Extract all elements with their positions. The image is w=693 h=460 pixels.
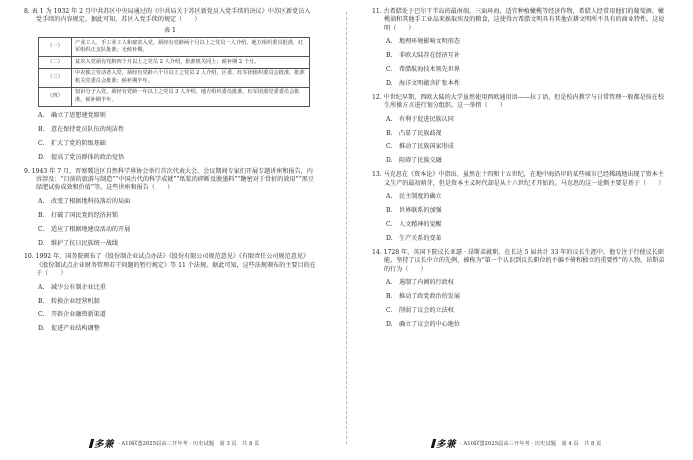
table-row <box>39 87 310 106</box>
option-list <box>386 38 668 88</box>
option-list <box>386 279 668 329</box>
footer-text: · A10联盟2025届高三开年考 · 历史试题 第 4 页 共 8 页 <box>460 440 602 447</box>
option-c[interactable]: C. 适应了根据地建设活动的开展 <box>38 225 131 233</box>
question-number: 8. <box>24 8 30 15</box>
option-a[interactable]: A. 有利于促进民族认同 <box>386 115 454 123</box>
option-b[interactable]: B. 推动了政党政治的发展 <box>386 292 460 300</box>
option-b[interactable]: B. 打破了国民党的经济封锁 <box>38 211 119 219</box>
option-b[interactable]: B. 凸显了民族歧视 <box>386 129 442 137</box>
option-a[interactable]: A. 确立了思想建党原则 <box>38 111 106 119</box>
option-c[interactable]: C. 扩大了党的阶级基础 <box>38 139 106 147</box>
question-11 <box>372 8 668 88</box>
question-number: 10. <box>24 253 34 261</box>
option-d[interactable]: D. 确立了议会的中心地位 <box>386 320 460 328</box>
option-d[interactable]: D. 维护了抗日民族统一战线 <box>38 239 119 247</box>
table-row <box>39 38 310 57</box>
option-list <box>386 116 668 166</box>
row-label: （一） <box>39 38 72 57</box>
publisher-logo: 多兼 <box>432 438 456 451</box>
option-list <box>38 284 316 334</box>
question-8 <box>24 8 316 162</box>
row-text: 中农独立劳动者入党，须经有党龄六个月以上之党员 2 人介绍，区委、红军团组织委员会批准，批准机关党委员会批准；候补期半年。 <box>72 68 310 87</box>
option-a[interactable]: A. 地理环境影响文明形态 <box>386 38 460 46</box>
option-c[interactable]: C. 推动了民族国家形成 <box>386 143 454 151</box>
question-9 <box>24 168 316 248</box>
option-c[interactable]: C. 希腊航海技术领先世界 <box>386 66 460 74</box>
row-label: （四） <box>39 87 72 106</box>
option-d[interactable]: D. 提高了党员群体的政治觉悟 <box>38 153 125 161</box>
right-page <box>372 8 668 335</box>
row-text: 贫农入党须有党龄四个月以上之党员 2 人介绍，批准机关同上；候补期 2 个月。 <box>72 57 310 69</box>
page-footer-left <box>90 438 259 451</box>
option-d[interactable]: D. 海洋文明蕴含扩张本性 <box>386 79 460 87</box>
question-10 <box>24 253 316 333</box>
option-list <box>38 112 316 162</box>
question-13 <box>372 171 668 243</box>
table-row <box>39 68 310 87</box>
option-c[interactable]: C. 削弱了议会的立法权 <box>386 306 454 314</box>
table-row <box>39 57 310 69</box>
option-d[interactable]: D. 阻碍了民族交融 <box>386 157 442 165</box>
option-a[interactable]: A. 遏制了内阁的行政权 <box>386 278 454 286</box>
table-caption: 表 1 <box>164 26 176 34</box>
option-c[interactable]: C. 人文精神的觉醒 <box>386 220 442 228</box>
option-b[interactable]: B. 转换企业经营机制 <box>38 297 100 305</box>
option-b[interactable]: B. 世界联系的加强 <box>386 207 442 214</box>
option-list <box>386 193 668 243</box>
question-12 <box>372 94 668 166</box>
question-stem: 古希腊处于巴尔干半岛的最南端，三面环海，适宜种植橄榄等经济作物，希腊人经常用他们的葡萄酒、橄榄油和其他手工业品来换取埃及的粮食，这使得古希腊文明具有其他农耕文明所不具有的商业特性。这说明（ ） <box>383 8 665 32</box>
data-table <box>38 37 310 107</box>
question-stem: 马克思在《资本论》中指出，虽然在十四和十五世纪，在地中海沿岸的某些城市已经稀疏地出现了资本主义生产的最初萌芽，但是资本主义时代却是从十六世纪才开始的。马克思的这一论断主要是基于（ ） <box>383 171 665 187</box>
page-divider <box>346 12 347 444</box>
row-text: 知识分子入党，须经有党龄一年以上之党员 3 人介绍，地方组织委员批准，红军团部党委委员会批准，候补期半年。 <box>72 87 310 106</box>
publisher-logo: 多兼 <box>90 438 114 451</box>
question-stem: 1943 年 7 月，晋察冀边区自然科学界协会举行首次代表大会，会议期间专家们开展专题讲座和报告，内容涉及：“目前的旅游与制造”“中国古代的科学成就”“纸浆的碎断及脱墨料”“糖密对于骨折的效用”“黑豆绿肥试验成效和价值”等。这些讲座和报告（ ） <box>31 167 314 192</box>
question-stem: 中世纪早期，西欧大陆的大学虽然使用西欧通用语——拉丁语，但是校内教学与日常管理一般都是按在校生所操方言进行划分组织。这一举措（ ） <box>383 93 664 110</box>
question-number: 13. <box>372 171 382 179</box>
option-a[interactable]: A. 改变了根据地科技落后的局面 <box>38 197 131 205</box>
question-stem: 1728 年，英国下院议长亚瑟 · 昂斯弟就职。在长达 5 届共计 33 年的议长生涯中，他专注于行使议长职能，坚持了议长中立的先例，被称为“第一个认识到议长职位的不偏不倚和独立的重要性”的人物。昂斯弟的行为（ ） <box>383 248 665 273</box>
footer-text: · A10联盟2025届高三开年考 · 历史试题 第 3 页 共 8 页 <box>118 440 260 447</box>
question-number: 12. <box>372 93 382 101</box>
question-stem: 表 1 为 1932 年 2 月中共苏区中央局通过的《中共局关于苏区新党员入党手续的决议》中苏区新党员入党手续的内容规定。据此可知，苏区入党手续的规定（ ） <box>31 8 311 24</box>
question-14 <box>372 249 668 329</box>
question-number: 11. <box>372 8 382 15</box>
option-c[interactable]: C. 开辟企业融资新渠道 <box>38 311 106 319</box>
question-number: 14. <box>372 248 382 256</box>
option-a[interactable]: A. 民主制度的确立 <box>386 193 442 201</box>
question-stem: 1992 年，国务院颁布了《股份制企业试点办法》《股份有限公司规范意见》《有限责任公司规范意见》《股份制试点企业财务管理若干问题的暂行规定》等 11 个法规。据此可知，这些法规颁布的主要目的在于（ ） <box>35 253 316 278</box>
left-page <box>24 8 316 339</box>
option-a[interactable]: A. 减少公有制企业比重 <box>38 283 106 291</box>
option-list <box>38 198 316 248</box>
option-b[interactable]: B. 意在保持党员队伍的纯洁性 <box>38 125 125 133</box>
question-number: 9. <box>24 167 30 175</box>
row-label: （二） <box>39 57 72 69</box>
row-label: （三） <box>39 68 72 87</box>
page-footer-right <box>432 438 601 451</box>
option-b[interactable]: B. 非欧大陆存在经济互补 <box>386 52 460 60</box>
option-d[interactable]: D. 生产关系的变革 <box>386 234 442 242</box>
option-d[interactable]: D. 促进产业结构调整 <box>38 325 100 333</box>
row-text: 产业工人、手工业工人和雇农入党，须经有党龄两个月以上之党员一人介绍，地方组织委员批准，红军组织正支队批准；无候补期。 <box>72 38 310 57</box>
